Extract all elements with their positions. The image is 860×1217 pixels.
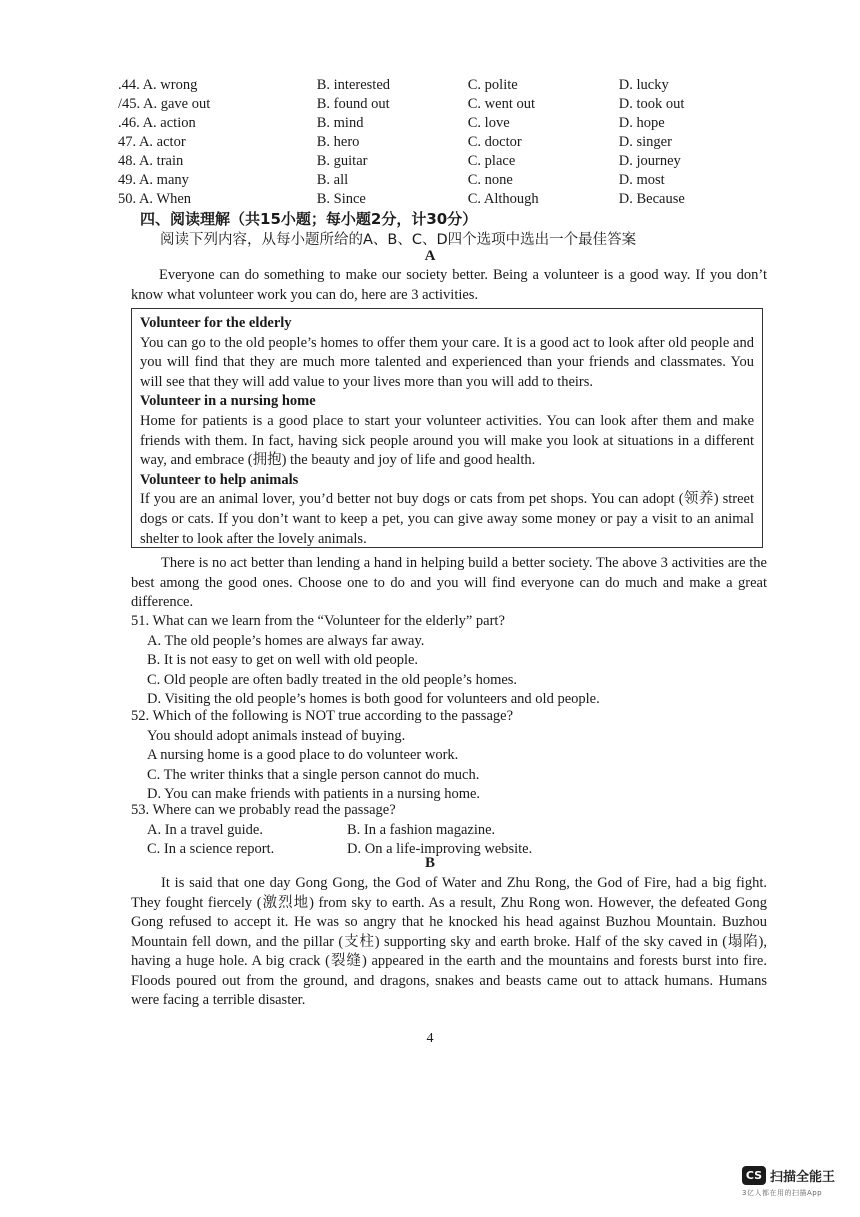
scanner-app-name: 扫描全能王 xyxy=(770,1170,836,1185)
option-c: C. went out xyxy=(467,96,536,112)
answer-option: B. It is not easy to get on well with old people. xyxy=(147,652,419,668)
question-52 xyxy=(131,707,771,805)
answer-option: D. On a life-improving website. xyxy=(347,841,533,857)
section-title: 四、阅读理解（共15小题；每小题2分，计30分） xyxy=(140,210,478,228)
question-stem: 51. What can we learn from the “Volunteer for the elderly” part? xyxy=(131,613,505,629)
question-number: .44. xyxy=(118,77,140,93)
box-text: You can go to the old people’s homes to offer them your care. It is a good act to look after old people and you will find that they are much more talented and experienced than your friends and classmates. You will see that they will add value to your lives more than you will add to theirs. xyxy=(140,334,754,390)
answer-option: C. In a science report. xyxy=(147,841,275,857)
option-c: C. place xyxy=(467,153,516,169)
options-table xyxy=(118,76,738,209)
option-d: D. singer xyxy=(618,134,672,150)
passage-a-outro: There is no act better than lending a hand in helping build a better society. The above 3 activities are the best among the good ones. Choose one to do and you will find everyone can do much and make a great difference. xyxy=(131,555,767,610)
answer-option: B. In a fashion magazine. xyxy=(347,821,496,838)
option-b: B. found out xyxy=(316,96,390,112)
box-heading: Volunteer for the elderly xyxy=(140,315,292,331)
answer-option: A nursing home is a good place to do volunteer work. xyxy=(147,747,459,763)
option-c: C. doctor xyxy=(467,134,522,150)
option-b: B. guitar xyxy=(316,153,368,169)
option-row-44 xyxy=(118,76,738,95)
passage-a-intro: Everyone can do something to make our society better. Being a volunteer is a good way. If you don’t know what volunteer work you can do, here are 3 activities. xyxy=(131,267,767,303)
scanner-logo-icon: CS xyxy=(742,1166,766,1185)
box-text: If you are an animal lover, you’d better not buy dogs or cats from pet shops. You can adopt (领养) street dogs or cats. If you don’t want to keep a pet, you can give away some money or pay a visit to an animal shelter to look after the lovely animals. xyxy=(140,491,754,547)
scanner-tagline: 3亿人都在用的扫描App xyxy=(742,1189,823,1197)
option-row-47 xyxy=(118,133,738,152)
option-b: B. mind xyxy=(316,115,364,131)
question-51 xyxy=(131,612,771,710)
option-row-48 xyxy=(118,152,738,171)
box-heading: Volunteer in a nursing home xyxy=(140,393,316,410)
option-d: D. journey xyxy=(618,153,681,169)
answer-option: A. The old people’s homes are always far away. xyxy=(147,632,425,649)
question-53 xyxy=(131,801,771,860)
option-a: A. When xyxy=(138,191,192,207)
box-heading: Volunteer to help animals xyxy=(140,471,299,488)
option-b: B. interested xyxy=(316,77,391,93)
option-b: B. hero xyxy=(316,134,360,150)
option-row-45 xyxy=(118,95,738,114)
answer-option: You should adopt animals instead of buying. xyxy=(147,727,406,744)
question-number: 47. xyxy=(118,134,137,150)
question-stem: 53. Where can we probably read the passage? xyxy=(131,802,396,818)
passage-b-text: It is said that one day Gong Gong, the God of Water and Zhu Rong, the God of Fire, had a big fight. They fought fiercely (激烈地) from sky to earth. As a result, Zhu Rong won. However, the defeated Gong Gong refused to accept it. He was so angry that he knocked his head against Buzhou Mountain. Buzhou Mountain fell down, and the pillar (支柱) supporting sky and earth broke. Half of the sky caved in (塌陷), having a huge hole. A big crack (裂缝) appeared in the earth and the mountains and forests burst into fire. Floods poured out from the ground, and dragons, snakes and beasts came out to attack humans. Humans were facing a terrible disaster. xyxy=(131,875,767,1008)
volunteer-box xyxy=(131,308,763,548)
option-d: D. hope xyxy=(618,115,665,131)
option-c: C. polite xyxy=(467,77,518,93)
option-d: D. took out xyxy=(618,96,685,112)
section-instruction: 阅读下列内容，从每小题所给的A、B、C、D四个选项中选出一个最佳答案 xyxy=(160,232,637,248)
option-c: C. Although xyxy=(467,191,539,207)
question-number: 49. xyxy=(118,172,137,188)
option-d: D. lucky xyxy=(618,77,669,93)
option-b: B. Since xyxy=(316,191,366,207)
answer-option: D. You can make friends with patients in a nursing home. xyxy=(147,786,481,802)
option-row-46 xyxy=(118,114,738,133)
question-number: /45. xyxy=(118,96,141,112)
option-c: C. none xyxy=(467,172,513,188)
page-number: 4 xyxy=(426,1031,434,1046)
answer-option: D. Visiting the old people’s homes is both good for volunteers and old people. xyxy=(147,691,600,707)
answer-option: A. In a travel guide. xyxy=(147,821,263,838)
option-b: B. all xyxy=(316,172,349,188)
question-number: .46. xyxy=(118,115,140,131)
option-a: A. many xyxy=(138,172,189,188)
option-a: A. train xyxy=(138,153,184,169)
question-number: 48. xyxy=(118,153,137,169)
option-a: A. gave out xyxy=(142,96,211,112)
option-row-50 xyxy=(118,190,738,209)
question-number: 50. xyxy=(118,191,137,207)
box-text: Home for patients is a good place to start your volunteer activities. You can look after them and make friends with them. In fact, having sick people around you will make you look at situations in a different way, and embrace (拥抱) the beauty and joy of life and good health. xyxy=(140,412,754,469)
option-d: D. Because xyxy=(618,191,685,207)
question-stem: 52. Which of the following is NOT true according to the passage? xyxy=(131,708,514,724)
option-d: D. most xyxy=(618,172,665,188)
option-c: C. love xyxy=(467,115,510,131)
passage-label-b: B xyxy=(424,855,435,871)
scanner-watermark xyxy=(742,1166,850,1198)
option-a: A. action xyxy=(142,115,196,131)
option-a: A. wrong xyxy=(142,77,198,93)
answer-option: C. The writer thinks that a single person cannot do much. xyxy=(147,766,480,783)
answer-option: C. Old people are often badly treated in the old people’s homes. xyxy=(147,671,518,688)
option-row-49 xyxy=(118,171,738,190)
passage-label-a: A xyxy=(424,248,436,264)
option-a: A. actor xyxy=(138,134,186,150)
